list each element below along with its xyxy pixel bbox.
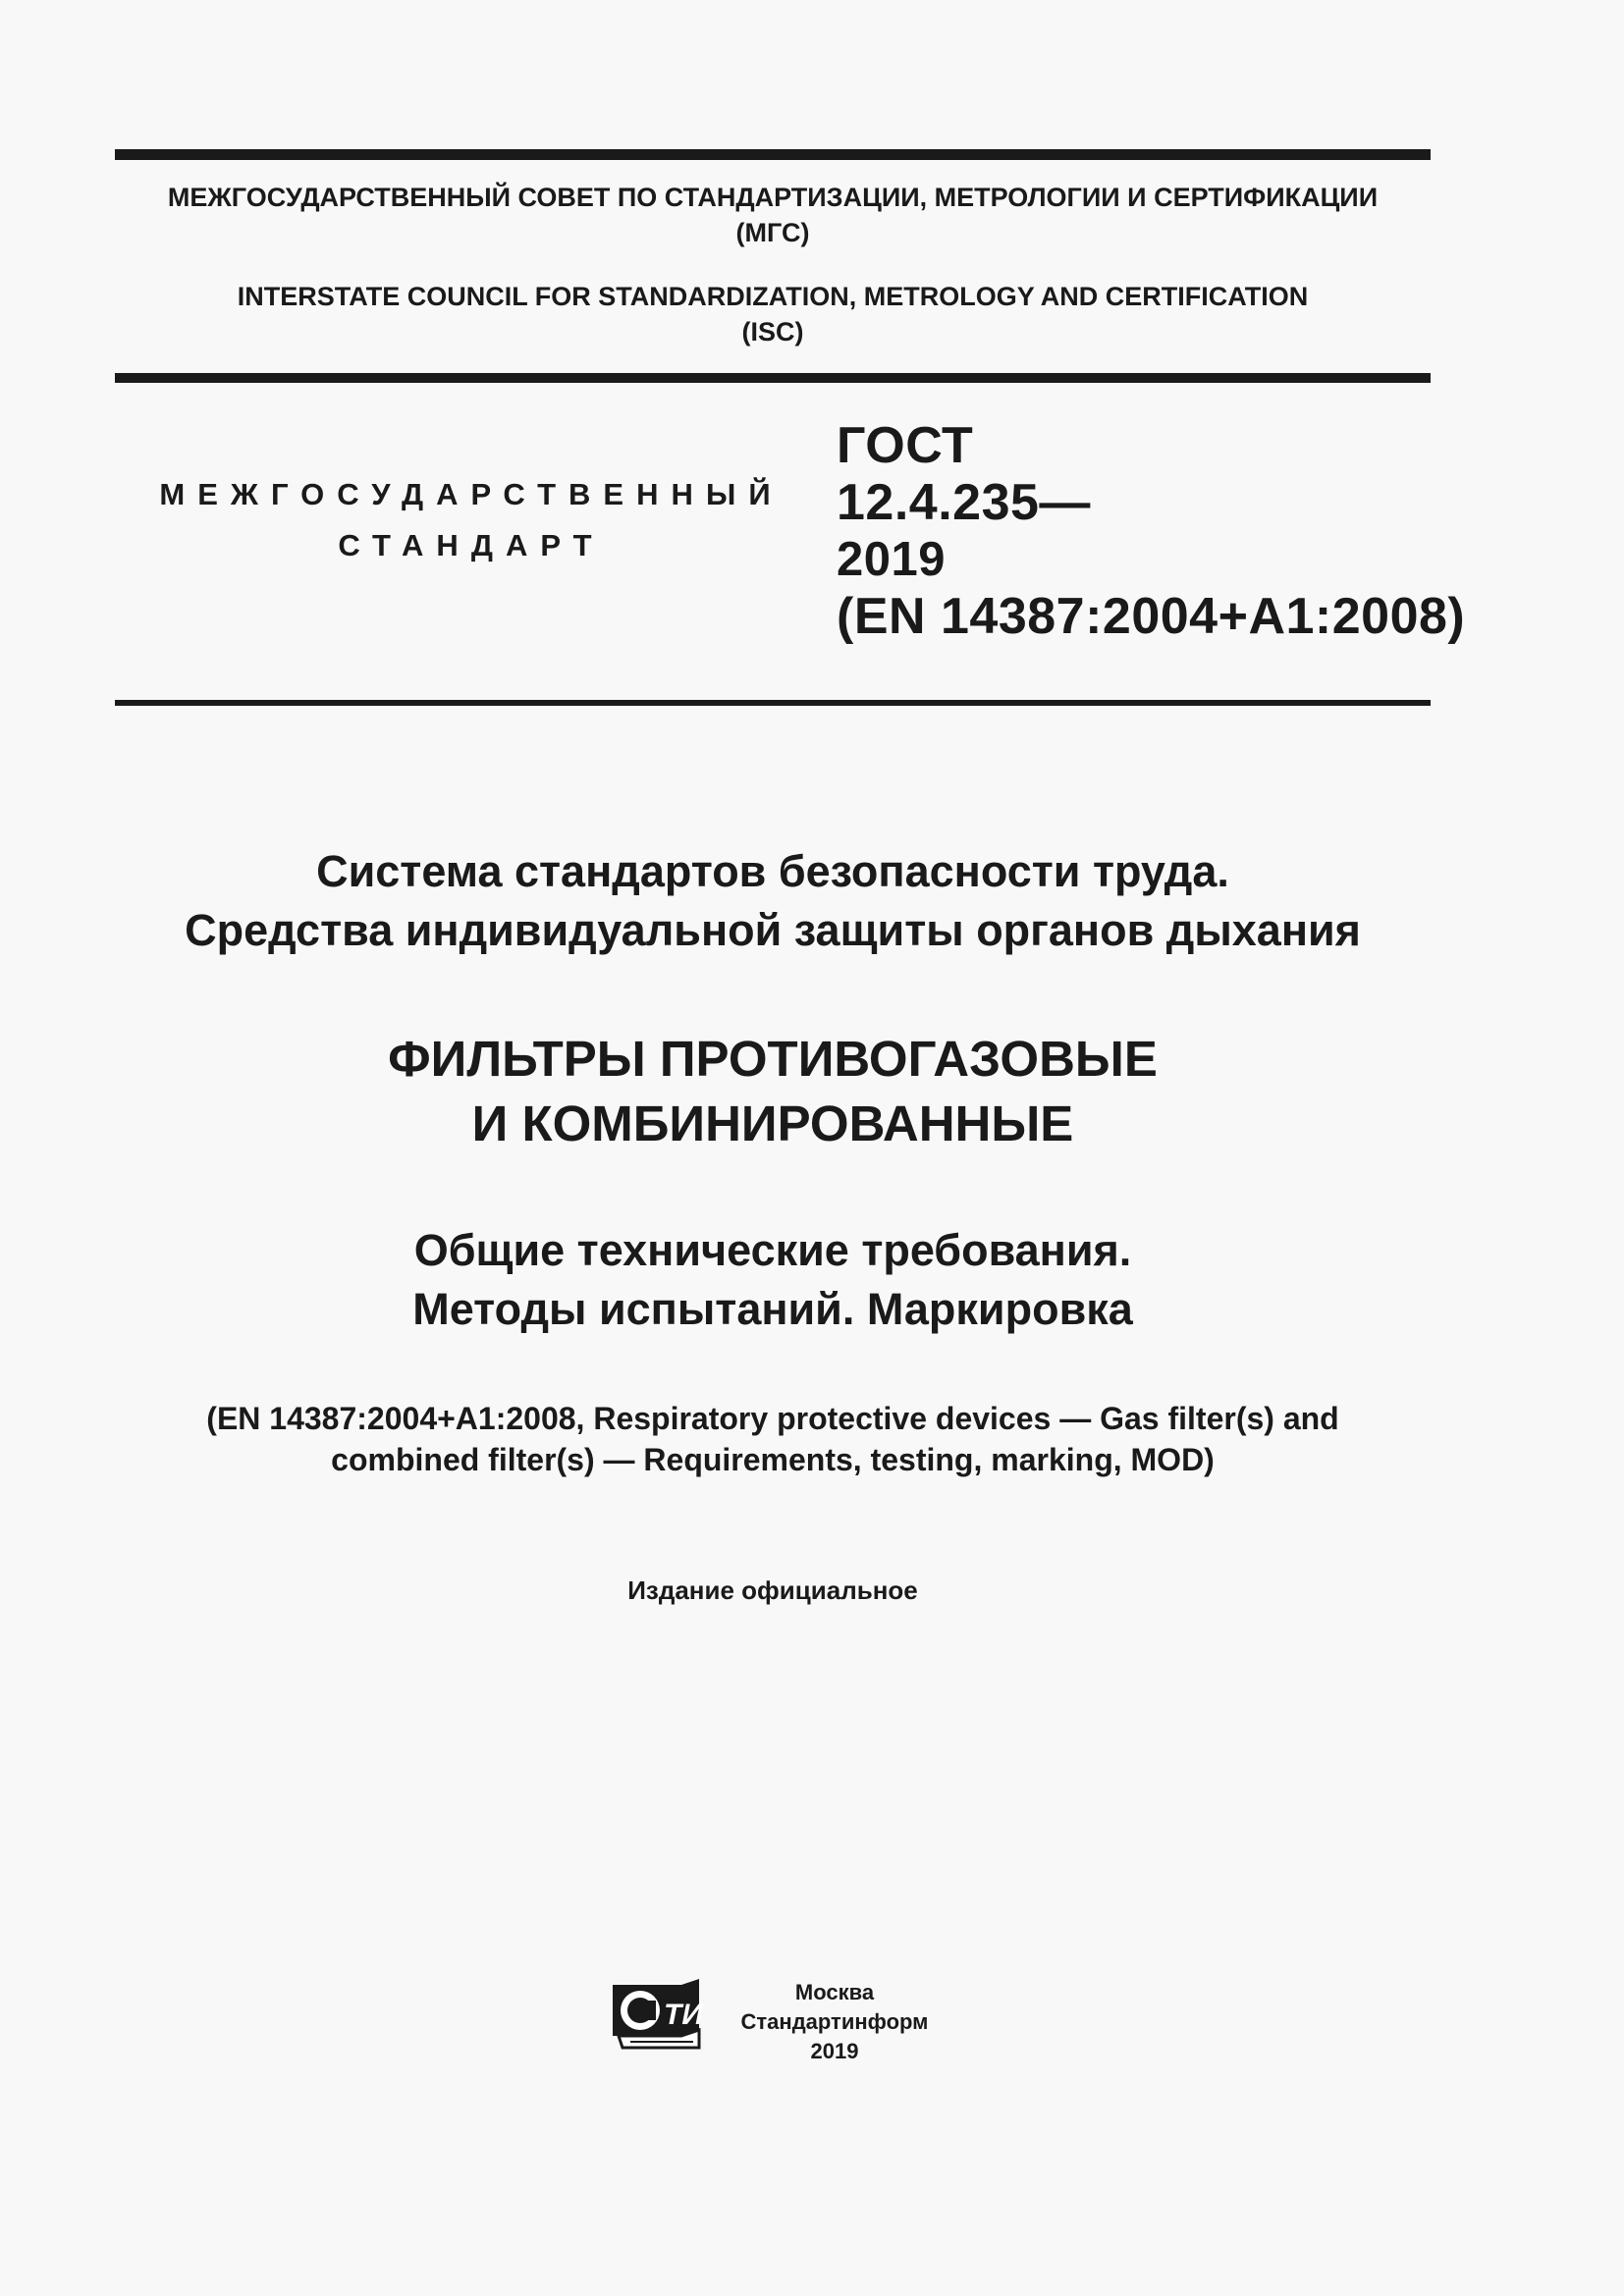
series-title <box>0 842 1545 960</box>
middle-rule <box>115 373 1431 383</box>
main-title-line2: И КОМБИНИРОВАННЫЕ <box>471 1095 1074 1151</box>
subtitle <box>0 1221 1545 1339</box>
standard-type-label <box>157 469 785 571</box>
designation-gost: ГОСТ <box>837 417 974 474</box>
main-title-line1: ФИЛЬТРЫ ПРОТИВОГАЗОВЫЕ <box>388 1031 1158 1087</box>
publisher-year: 2019 <box>810 2039 859 2063</box>
top-rule <box>115 149 1431 160</box>
designation-en-equivalent: (EN 14387:2004+A1:2008) <box>837 588 1466 645</box>
standard-designation <box>837 417 1465 645</box>
publisher-city: Москва <box>794 1980 875 2004</box>
series-title-line2: Средства индивидуальной защиты органов дыхания <box>185 905 1361 955</box>
designation-year: 2019 <box>837 533 947 586</box>
council-ru-line1: МЕЖГОСУДАРСТВЕННЫЙ СОВЕТ ПО СТАНДАРТИЗАЦИИ, МЕТРОЛОГИИ И СЕРТИФИКАЦИИ <box>167 183 1379 212</box>
standard-type-line1: МЕЖГОСУДАРСТВЕННЫЙ <box>159 477 784 511</box>
subtitle-line2: Методы испытаний. Маркировка <box>412 1284 1133 1334</box>
subtitle-line1: Общие технические требования. <box>413 1225 1132 1275</box>
publisher-info <box>727 1978 943 2066</box>
council-en-line1: INTERSTATE COUNCIL FOR STANDARDIZATION, METROLOGY AND CERTIFICATION <box>237 282 1309 311</box>
council-en-abbr: (ISC) <box>741 317 804 347</box>
publisher-name: Стандартинформ <box>740 2009 929 2034</box>
bottom-rule <box>115 700 1431 706</box>
international-reference <box>0 1398 1545 1480</box>
series-title-line1: Система стандартов безопасности труда. <box>316 846 1229 896</box>
reference-line1: (EN 14387:2004+A1:2008, Respiratory protective devices — Gas filter(s) and <box>206 1401 1339 1436</box>
designation-number: 12.4.235— <box>837 474 1091 531</box>
standard-type-line2: СТАНДАРТ <box>338 528 605 562</box>
logo-lettering: ТИ <box>664 1999 703 2031</box>
edition-note: Издание официальное <box>627 1575 918 1605</box>
council-name-en <box>115 279 1431 349</box>
council-ru-abbr: (МГС) <box>735 218 810 247</box>
council-name-ru <box>115 180 1431 250</box>
main-title <box>0 1027 1545 1156</box>
publisher-logo-icon <box>611 1979 705 2054</box>
reference-line2: combined filter(s) — Requirements, testing, marking, MOD) <box>331 1442 1215 1477</box>
